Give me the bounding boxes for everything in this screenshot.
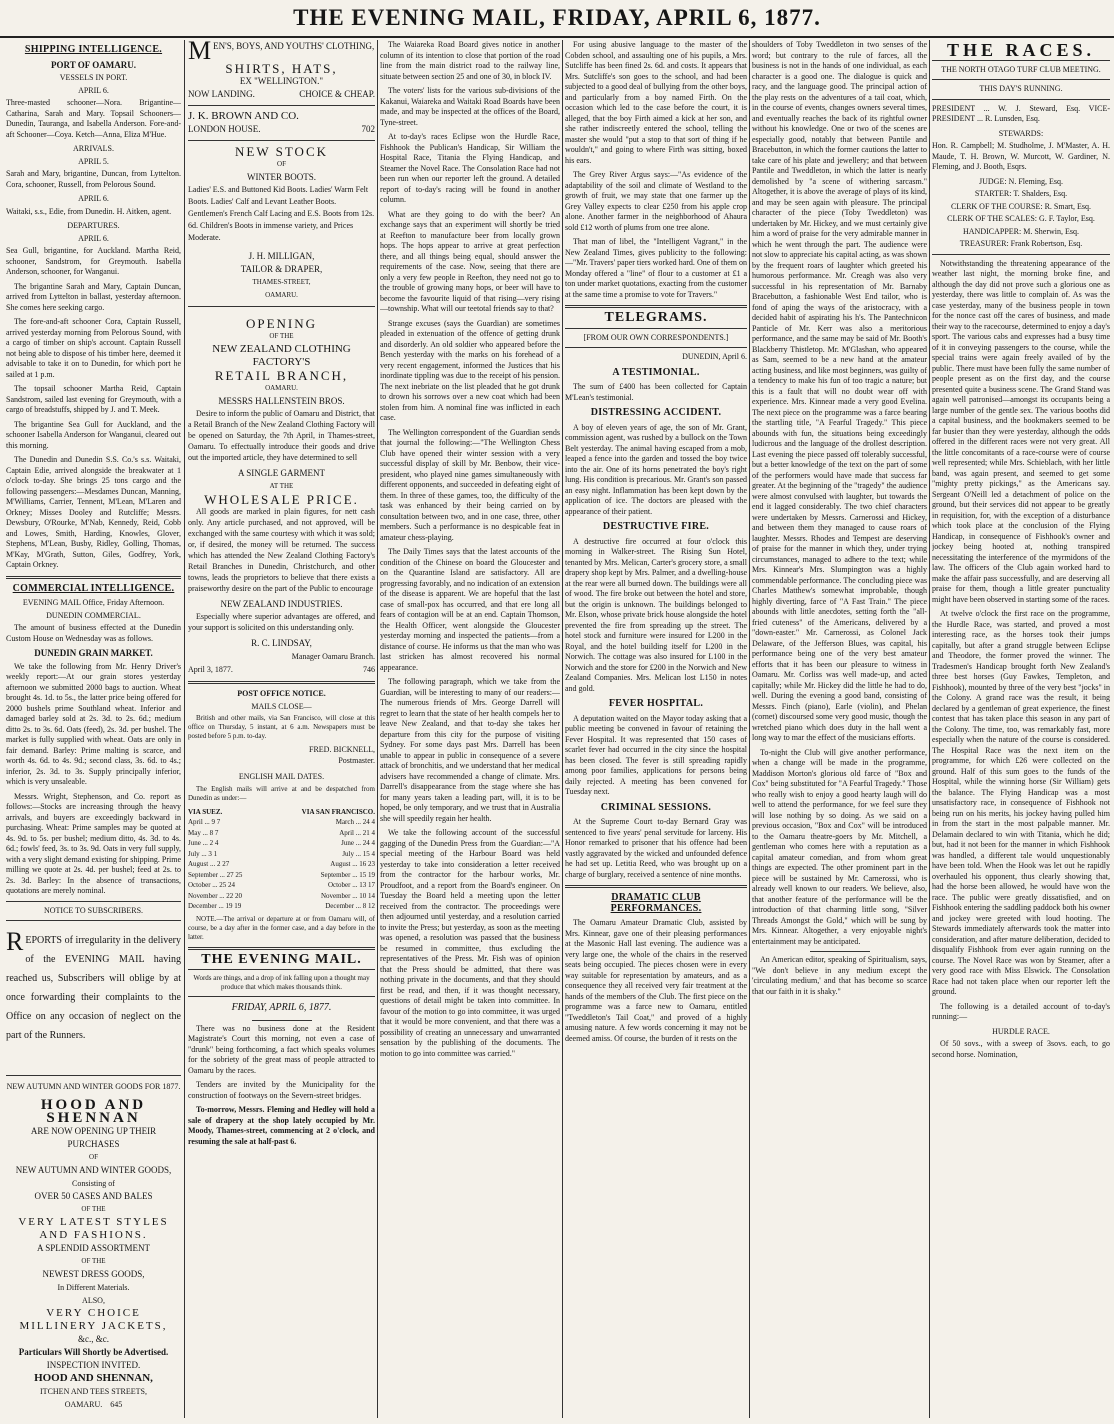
opening-line: MESSRS HALLENSTEIN BROS. bbox=[218, 396, 345, 406]
milligan-line: OAMARU. bbox=[265, 291, 298, 299]
divider bbox=[565, 347, 747, 348]
english-table-row bbox=[188, 901, 375, 912]
hood-line: A SPLENDID ASSORTMENT bbox=[37, 1243, 150, 1253]
editorial-paragraph: To-morrow, Messrs. Fleming and Hedley will hold a sale of drapery at the shop lately occupied by Mr. Moody, Thames-street, commencing at 2 o'clock, and resuming the sale at half-past 6. bbox=[188, 1105, 375, 1146]
english-table-cell: July ... 3 1 bbox=[188, 849, 218, 858]
hood-line: ALSO, bbox=[82, 1296, 105, 1305]
hood-shennan-advert bbox=[6, 1080, 181, 1411]
post-signature-title: Postmaster. bbox=[338, 755, 375, 765]
departures-heading: DEPARTURES. bbox=[67, 221, 120, 230]
news-paragraph: At the Supreme Court to-day Bernard Gray was sentenced to five years' penal servitude for larceny. His Honor remarked to prisoner that his offence had been vastly aggravated by the wicked and unfounded defence he had set up. Letitia Reed, who was brought up on a charge of burglary, received a sentence of nine months. bbox=[565, 817, 747, 879]
english-heading: ENGLISH MAIL DATES. bbox=[238, 772, 325, 781]
opening-line: OF THE bbox=[269, 332, 294, 340]
news-paragraph: The following paragraph, which we take from the Guardian, will be interesting to many of our readers:—The numerous friends of Mrs. George Darrell will regret to learn that the state of her health compels her to leave New Zealand, and that to-day she takes her departure from this city for the purpose of visiting Sydney. For some days past Mrs. Darrell has been unable to appear in public in consequence of a severe attack of bronchitis, and we understand that her medical advisers have recommended a change of climate. Mrs. Darrell's disappearance from the stage where she has for many years taken a leading part, will, it is to be hoped, be only temporary, and we trust that in Australia she will speedily regain her health. bbox=[380, 677, 560, 823]
stock-line: WINTER BOOTS. bbox=[247, 172, 316, 182]
english-table-cell: December ... 19 19 bbox=[188, 902, 242, 910]
hood-line: Consisting of bbox=[72, 1179, 115, 1188]
column-6 bbox=[932, 40, 1110, 1418]
mens-clothing-advert bbox=[188, 40, 375, 676]
races-handicapper: HANDICAPPER: M. Sherwin, Esq. bbox=[962, 226, 1079, 236]
column-3 bbox=[380, 40, 560, 1418]
english-table-cell: March ... 24 4 bbox=[335, 818, 375, 826]
news-paragraph: The voters' lists for the various sub-divisions of the Kakanui, Waiareka and Waitaki Road Boards have been made, and may be inspected at the offices of the Board, Tyne-street. bbox=[380, 86, 560, 127]
english-table-cell: July ... 15 4 bbox=[342, 849, 375, 858]
editorial-paragraph: There was no business done at the Resident Magistrate's Court this morning, not even a case of "drunk" being forthcoming, a fact which speaks volumes for the sobriety of the great mass of people attracted to Oamaru by the races. bbox=[188, 1023, 375, 1075]
post-signature: FRED. BICKNELL, bbox=[309, 745, 375, 754]
english-table-row bbox=[188, 817, 375, 828]
brown-row-2 bbox=[188, 123, 375, 136]
opening-paragraph: Desire to inform the public of Oamaru and District, that a Retail Branch of the New Zealand Clothing Factory will be opened on Saturday, the 7th April, in Thames-street, Oamaru. To effectually introduce their goods and drive out the imported article, they have determined to sell bbox=[188, 409, 375, 462]
english-table-cell: September ... 15 19 bbox=[320, 870, 375, 879]
mens-text: EN'S, BOYS, AND YOUTHS' CLOTHING, bbox=[213, 41, 375, 51]
hood-line: INSPECTION INVITED. bbox=[46, 1360, 141, 1370]
races-paragraph: At twelve o'clock the first race on the programme, the Hurdle Race, was started, and proved a most interesting race, as the horses took their jumps capitally, but after a grand struggle between Eclipse and Theodore, the former proved the winner. The Tradesmen's Handicap brought forth New Zealand's three best horses (Guy Fawkes, Templeton, and Fishhook), mounted by three of the very best "jocks" in the Colony. A grand race was the result, it being declared by a gentleman of great experience, the finest contest that has taken place this season in any part of the Colony. The time, too, was remarkably fast, more especially when the nature of the course is considered. The Hospital Race was the next item on the programme, for which £26 were collected on the ground. Half of this sum goes to the funds of the Hospital, while the winning horse (Sir William) gets the balance. The Flying Handicap was a most unsatisfactory race, in consequence of Fishhook not being run on his merits, his jockey having pulled him in from the start in the most palpable manner. Mr. Delamain declared to win with Titania, which he did; but, had it not been for the manner in which Fishhook was handled, a different tale would unquestionably have been told. When the Hook was let out he rapidly overhauled his opponent, thus clearly showing that, had the horse been allowed, he would have won the race. The public were greatly dissatisfied, and on Fishhook entering the saddling paddock both his owner and jockey were greeted with loud hooting. The Stewards immediately afterwards took the matter into consideration, and after mature deliberation, decided to disqualify Fishhook from ever again running on the course. The Novel Race was won by Steamer, after a very good race with Miss Elswick. The Consolation Race had not taken place when our reporter left the ground. bbox=[932, 609, 1110, 996]
hospital-heading: FEVER HOSPITAL. bbox=[608, 698, 704, 709]
evening-mail-date: FRIDAY, APRIL 6, 1877. bbox=[231, 1002, 332, 1013]
opening-line: OAMARU. bbox=[265, 384, 298, 392]
hood-line: VERY CHOICE MILLINERY JACKETS, bbox=[19, 1307, 168, 1332]
english-table-cell: November ... 22 20 bbox=[188, 891, 243, 900]
column-rule bbox=[184, 40, 185, 1418]
evening-mail-heading: THE EVENING MAIL. bbox=[201, 951, 362, 967]
opening-line: NEW ZEALAND INDUSTRIES. bbox=[220, 599, 343, 609]
hood-line: VERY LATEST STYLES AND FASHIONS. bbox=[18, 1216, 169, 1241]
hood-name: HOOD AND SHENNAN bbox=[40, 1097, 147, 1126]
english-sub: The English mails will arrive at and be despatched from Dunedin as under:— bbox=[188, 784, 375, 802]
news-paragraph: The Grey River Argus says:—"As evidence of the adaptability of the soil and climate of Westland to the growth of fruit, we may state that one farmer up the Grey Valley expects to clear £250 from his apple crop alone. Another farmer in the neighborhood of Ahaura sold £12 worth of plums from one tree alone. bbox=[565, 170, 747, 232]
arrivals-date: APRIL 5. bbox=[78, 156, 109, 166]
opening-date: April 3, 1877. bbox=[188, 665, 233, 674]
shipping-paragraph: The brigantine Sarah and Mary, Captain Duncan, arrived from Lyttelton in ballast, yesterday afternoon. She comes here seeking cargo. bbox=[6, 281, 181, 312]
news-paragraph: The Oamaru Amateur Dramatic Club, assisted by Mrs. Kinnear, gave one of their pleasing performances at the Masonic Hall last evening. The audience was a very large one, the whole of the chairs in the reserved seats being occupied. The pieces chosen were in every way suitable for representation by amateurs, and as a consequence they all received very fair treatment at the hands of the members of the Club. The first piece on the programme was a farce new to Oamaru, entitled "Tweddleton's Tail Coat," and proved of a highly amusing nature. A few words concerning it may not be deemed amiss. Of course, the burden of it rests on the bbox=[565, 918, 747, 1043]
arrivals-heading: ARRIVALS. bbox=[73, 144, 114, 153]
hood-town: OAMARU. bbox=[64, 1400, 103, 1409]
divider bbox=[188, 969, 375, 970]
divider bbox=[252, 1020, 312, 1021]
hood-line: In Different Materials. bbox=[57, 1283, 130, 1292]
news-paragraph: The Wellington correspondent of the Guardian sends that journal the following:—"The Wellington Chess Club have opened their winter session with a very successful display of skill by Mr. Benbow, their vice-president, who played nine games simultaneously with different opponents, and succeeded in defeating eight of them. In three of these games, too, the difficulty of the task was enhanced by their being carried on by consultation between two, and in one case, three, other members. Such a performance is no despicable feat in amateur chess-playing. bbox=[380, 427, 560, 542]
milligan-line: J. H. MILLIGAN, bbox=[248, 251, 315, 261]
races-sub: THE NORTH OTAGO TURF CLUB MEETING. bbox=[941, 64, 1101, 74]
column-1 bbox=[6, 40, 181, 1418]
testimonial-heading: A TESTIMONIAL. bbox=[612, 366, 700, 378]
column-rule bbox=[562, 40, 563, 1418]
races-officials: PRESIDENT ... W. J. Steward, Esq. VICE-PRESIDENT ... R. Lunsden, Esq. bbox=[932, 103, 1110, 123]
divider bbox=[6, 901, 181, 902]
notice-text bbox=[6, 927, 181, 1045]
stewards-list: Hon. R. Campbell; M. Studholme, J. M'Master, A. H. Maude, T. H. Brown, W. Murcott, W. Gardiner, N. Fleming, and J. Booth, Esqrs. bbox=[932, 141, 1110, 171]
divider bbox=[810, 951, 870, 952]
shipping-paragraph: The fore-and-aft schooner Cora, Captain Russell, arrived yesterday morning from Pelorous Sound, with a cargo of timber on ship's account. Captain Russell not being able to dispose of his timber here, deemed it advisable to take it on to Dunedin, for which port he sailed at 1 p.m. bbox=[6, 317, 181, 379]
arrivals-text-2: Waitaki, s.s., Edie, from Dunedin. H. Aitken, agent. bbox=[6, 206, 172, 216]
accident-heading: DISTRESSING ACCIDENT. bbox=[590, 407, 722, 418]
telegrams-sub: [FROM OUR OWN CORRESPONDENTS.] bbox=[583, 332, 729, 342]
english-table-cell: October ... 13 17 bbox=[327, 881, 375, 889]
masthead-title: THE EVENING MAIL, FRIDAY, APRIL 6, 1877. bbox=[293, 5, 821, 30]
english-table-cell: May ... 8 7 bbox=[188, 828, 219, 837]
milligan-line: TAILOR & DRAPER, bbox=[240, 264, 323, 274]
brown-house: LONDON HOUSE. bbox=[188, 124, 261, 134]
news-paragraph: The Daily Times says that the latest accounts of the condition of the Chinese on board the Gloucester and on the Quarantine Island are satisfactory. All are progressing favorably, and no indication of an extension of the disease is apparent. We are hopeful that the last case of small-pox has occurred, and that ere long all fears of contagion will be at an end. Captain Thomson, the Health Officer, went alongside the Gloucester yesterday morning and inspected the patients—from a distance of course. He informs us that the man who was last stricken has almost recovered his normal appearance. bbox=[380, 547, 560, 672]
news-paragraph: We take the following account of the successful gagging of the Dunedin Press from the Guardian:—"A special meeting of the Harbour Board was held yesterday to take into consideration a letter received from the contractor for the harbour works, Mr. Proudfoot, and a report from the Board's engineer. On Tuesday the Board held a meeting upon the letter received from the contractor. The proceedings were then adjourned until yesterday, and a resolution carried to invite the Press; but yesterday, as soon as the meeting was opened, a resolution was passed that the business be resumed in committee, thus excluding the representatives of the Press. Mr. Fish was of opinion that the Press should be admitted, that there was nothing private in the documents, and that they should first be read, and then, if it was thought necessary, questions of detail might be taken into committee. In favour of the motion to go into committee, it was urged that it would be more convenient, and that there was a possibility of creating an unnecessary and unwarranted sensation by the publishing of the documents. The motion to go into committee was carried." bbox=[380, 828, 560, 1058]
column-4 bbox=[565, 40, 747, 1418]
shipping-paragraph: The Dunedin and Dunedin S.S. Co.'s s.s. Waitaki, Captain Edie, arrived alongside the breakwater at 1 o'clock to-day. She brings 25 tons cargo and the following passengers:—Mesdames Duncan, Manning, M'Williams, Carrier, Tennent, M'Lean, M'Laren and Orkney; Misses Dooley and Rutcliffe; Messrs. Dewsbury, O'Rourke, M'Nab, Kennedy, Reid, Cobb and Lowes, Smith, Harding, Knowles, Glover, Stephens, M'Lean, Busby, Ridley, Golling, Thomas, M'Kay, M'Grath, Sutton, Giles, Godfrey, York, Captain Orkney. bbox=[6, 455, 181, 569]
divider bbox=[932, 254, 1110, 255]
english-table-cell: September ... 27 25 bbox=[188, 870, 243, 879]
divider bbox=[565, 305, 747, 308]
hood-line: NEW AUTUMN AND WINTER GOODS, bbox=[15, 1165, 172, 1175]
telegrams-date: DUNEDIN, April 6. bbox=[682, 352, 747, 361]
english-table-row bbox=[188, 828, 375, 839]
hood-line: &c., &c. bbox=[78, 1334, 109, 1344]
news-paragraph: A deputation waited on the Mayor today asking that a public meeting be convened in favour of retaining the Fever Hospital. It was represented that 150 cases of scarlet fever had occurred in the city since the hospital has been closed. The fever is still spreading rapidly among poor families, applications for persons being daily rejected. A meeting has been convened for Tuesday next. bbox=[565, 713, 747, 796]
brown-number: 702 bbox=[361, 124, 375, 134]
shipping-heading: SHIPPING INTELLIGENCE. bbox=[24, 44, 163, 55]
masthead bbox=[0, 0, 1114, 38]
divider bbox=[6, 1075, 181, 1076]
english-table-header bbox=[188, 807, 375, 818]
divider bbox=[188, 947, 375, 950]
hood-line: Particulars Will Shortly be Advertised. bbox=[18, 1347, 169, 1357]
english-table-row bbox=[188, 891, 375, 902]
mens-row bbox=[188, 88, 375, 101]
english-table-row bbox=[188, 859, 375, 870]
column-rule bbox=[749, 40, 750, 1418]
commercial-paragraph: The amount of business effected at the Dunedin Custom House on Wednesday was as follows. bbox=[6, 623, 181, 643]
divider bbox=[565, 885, 747, 888]
hood-line: NEWEST DRESS GOODS, bbox=[42, 1269, 145, 1279]
english-table-cell: November ... 10 14 bbox=[320, 891, 375, 900]
mens-line: CHOICE & CHEAP. bbox=[299, 89, 375, 99]
post-paragraph: British and other mails, via San Francisco, will close at this office on Thursday, 5 instant, at 6 a.m. Newspapers must be posted before 5 p.m. to-day. bbox=[188, 714, 375, 740]
races-treasurer: TREASURER: Frank Robertson, Esq. bbox=[959, 239, 1083, 248]
races-sub-2: THIS DAY'S RUNNING. bbox=[979, 84, 1063, 93]
english-note: NOTE.—The arrival or departure at or from Oamaru will, of course, be a day after in the former case, and a day before in the latter. bbox=[188, 914, 375, 941]
mens-line bbox=[188, 40, 375, 65]
opening-line: AT THE bbox=[269, 482, 294, 490]
english-table-cell: April ... 21 4 bbox=[339, 828, 375, 837]
english-table-cell: August ... 16 23 bbox=[330, 860, 375, 868]
editorial-paragraph: Tenders are invited by the Municipality for the construction of footways on the Severn-street bridges. bbox=[188, 1080, 375, 1100]
divider bbox=[188, 105, 375, 106]
english-col-header: VIA SAN FRANCISCO. bbox=[301, 807, 375, 816]
stewards-heading: STEWARDS: bbox=[998, 128, 1044, 138]
mens-line: NOW LANDING. bbox=[188, 89, 255, 99]
brown-row bbox=[188, 110, 375, 123]
column-rule bbox=[377, 40, 378, 1418]
races-starter: STARTER: T. Shalders, Esq. bbox=[974, 189, 1068, 198]
opening-line: WHOLESALE PRICE. bbox=[204, 492, 359, 507]
english-table-cell: December ... 8 12 bbox=[325, 902, 375, 910]
shipping-paragraph: The brigantine Sea Gull for Auckland, and the schooner Isabella Anderson for Wanganui, cleared out this morning. bbox=[6, 419, 181, 450]
post-sub: MAILS CLOSE— bbox=[251, 701, 312, 711]
races-clerk: CLERK OF THE COURSE: R. Smart, Esq. bbox=[950, 201, 1092, 211]
telegrams-heading: TELEGRAMS. bbox=[604, 310, 708, 325]
arrivals-date-2: APRIL 6. bbox=[78, 194, 109, 203]
hood-number: 645 bbox=[110, 1400, 123, 1409]
shipping-paragraph: The topsail schooner Martha Reid, Captain Sandstrom, sailed last evening for Greymouth, with a cargo of breadstuffs, shipped by J. and T. Meek. bbox=[6, 384, 181, 414]
divider bbox=[6, 576, 181, 579]
stock-line: OF bbox=[277, 160, 286, 168]
commercial-sub-2: DUNEDIN COMMERCIAL. bbox=[46, 610, 141, 620]
hood-line bbox=[6, 1398, 181, 1411]
fire-heading: DESTRUCTIVE FIRE. bbox=[602, 521, 710, 532]
news-paragraph: That man of libel, the "Intelligent Vagrant," in the New Zealand Times, gives publicity to the following:—"Mr. Travers' paper tiers worked hard. One of them on Monday offered a "line" of flour to a customer at £1 a ton under market quotations, exacting from the customer at the same time a promise to vote for Travers." bbox=[565, 237, 747, 299]
opening-line: RETAIL BRANCH, bbox=[214, 368, 349, 383]
grain-paragraph: Messrs. Wright, Stephenson, and Co. report as follows:—Stocks are increasing through the heavy arrivals, and buyers are exceedingly backward in purchasing. Wheat: Prime samples may be quoted at 4s. 9d. to 5s. per bushel; medium ditto, 4s. 3d. to 4s. 6d.; fowls' feed, 3s. to 3s. 9d. Oats in very full supply, with a very slight demand existing for shipping. Prime milling we quote at 2s. 4d. per bushel; feed at 2s. to 2s. 3d. Barley: In the absence of transactions, quotations are merely nominal. bbox=[6, 791, 181, 895]
brown-name: J. K. BROWN AND CO. bbox=[188, 110, 299, 122]
english-table-cell: August ... 2 27 bbox=[188, 860, 230, 868]
commercial-heading: COMMERCIAL INTELLIGENCE. bbox=[12, 582, 175, 594]
races-scales: CLERK OF THE SCALES: G. F. Taylor, Esq. bbox=[947, 214, 1095, 223]
commercial-sub: EVENING MAIL Office, Friday Afternoon. bbox=[22, 598, 165, 607]
grain-paragraph: We take the following from Mr. Henry Driver's weekly report:—At our grain stores yesterday afternoon we submitted 2000 bags to auction. Wheat brought 4s. 1d. to 5s., the latter price being offered for 2000 bushels prime Southland wheat. Inferior and damaged barley sold at 2s. 3d. to 2s. 6d.; medium ditto 2s. to 3s. 6d. Oats (feed), 2s. 3d. per bushel. The market is fully supplied with wheat. Oats are only in fair demand. Barley: Prime malting is scarce, and worth 4s. 6d. to 4s. 9d.; second class, 3s. 6d. to 4s.; inferior, 2s. 3d. to 3s. Supply principally inferior, which is very unsaleable. bbox=[6, 661, 181, 786]
news-paragraph: What are they going to do with the beer? An exchange says that an experiment will shortly be tried at Reefton to manufacture beer from locally grown hops. The hops appear to arrive at great perfection there, and all things being equal, should answer the requirements of the case. Now, seeing that there are only a very few people in Reefton, they need not go to the trouble of growing many hops, or beer will have to become the favourite liquid of that rising—very rising—township. What will our teetotal friends say to that? bbox=[380, 209, 560, 313]
hood-line: OVER 50 CASES AND BALES bbox=[34, 1191, 153, 1201]
opening-number: 746 bbox=[363, 665, 375, 674]
english-table-cell: April ... 9 7 bbox=[188, 818, 221, 826]
opening-paragraph: Especially where superior advantages are offered, and your support is solicited on this understanding only. bbox=[188, 612, 375, 632]
divider bbox=[932, 99, 1110, 100]
post-heading: POST OFFICE NOTICE. bbox=[237, 689, 326, 698]
vessels-heading: VESSELS IN PORT. bbox=[59, 73, 128, 82]
mens-line: EX "WELLINGTON." bbox=[239, 76, 324, 86]
evening-mail-motto: Words are things, and a drop of ink falling upon a thought may produce that which makes thousands think. bbox=[193, 974, 370, 991]
notice-heading: NOTICE TO SUBSCRIBERS. bbox=[43, 905, 144, 915]
opening-line: NEW ZEALAND CLOTHING FACTORY'S bbox=[212, 343, 351, 368]
english-table-cell: June ... 24 4 bbox=[341, 839, 375, 847]
news-paragraph: A boy of eleven years of age, the son of Mr. Grant, commission agent, was rushed by a bullock on the Town Belt yesterday. The animal having escaped from a mob, leaped a fence into the garden and tossed the boy twice into the air. One of its horns penetrated the boy's right lung. His condition is precarious. Mr. Grant's son passed an easy night. Inflammation has been kept down by the application of ice. The doctors are pleased with the appearance of their patient. bbox=[565, 422, 747, 516]
news-paragraph: The Waiareka Road Board gives notice in another column of its intention to close that portion of the road line from the main district road to the railway line, situate between section 25 and one of 30, in block IV. bbox=[380, 40, 560, 81]
column-2 bbox=[188, 40, 375, 1418]
news-paragraph: shoulders of Toby Tweddleton in two senses of the word; but contrary to the rule of farces, all the business is not in the hands of one individual, as each character is a good one. The dialogue is quick and racy, and the language good. The principal action of the play rests on the adventures of a tail coat, which, in the course of events, changes owners several times, and eventually reaches the back of its rightful owner without his knowledge. One or two of the scenes are especially good, notably that between Pantile and Bracebutton, in which the former cautions the latter to take care of his plate and jewellery; and that between Pantile and Tweddleton, in which the latter is nearly demolished by "a scene of withering sarcasm." Altogether, it is above the average of plays of its kind, and may be seen again with pleasure. The principal character of the piece (Toby Tweddleton) was undertaken by Mr. Hickey, and we must certainly give him a word of praise for the very admirable manner in which he went through the part. The audience were not slow to appreciate his capital acting, as was shown by the frequent roars of laughter which greeted his humorous performance. Mr. Creagh was also very successful in his representation of Mr. Barnaby Bracebutton, a fashionable West End tailor, who is fond of aping the ways of the aristocracy, with a decided habit of aspirating his h's. The Pantechnicon Panticle of Mr. Kerr was also a meritorious performance, and the same may be said of Mr. Booth's Blackberry Thistletop. Mr. M'Glashan, who appeared as Sam, seemed to be a new hand at the amateur acting business, and like most beginners, was guilty of a tendency to make his fun of too tragic a nature; but this is a fault that will no doubt wear off with experience. Mrs. Kinnear made a very good Evelina. The next piece on the programme was a farce bearing the startling title, "A Fearful Tragedy." This piece abounds with fun, the situations being exceedingly ludicrous and the language of the drollest description. Last evening the piece passed off tolerably successful, but a better knowledge of the text on the part of some of the performers would have made that success far greater. At the beginning of the "tragedy" the audience were almost convulsed with laughter, but towards the end it lagged considerably. The two chief characters were undertaken by Messrs. Carnerossi and Hickey, and between them they managed to cause roars of laughter. Messrs. Rhodes and Tempest are deserving of praise for the manner in which they, under trying circumstances, managed to adhere to the text; while Mrs. Kinnear's Mrs. Slumpington was a highly commendable performance. The concluding piece was Charles Matthew's somewhat improbable, though highly diverting, farce of "A Fast Train." The piece abounds with little anecdotes, setting forth the "all-fried cuteness" of the Americans, delivered by a "down-easter." Mr. Carnerossi, as Colonel Jack Delaware, of the Jefferson Blues, was capital, his performance being one of the very best amateur efforts that it has been our pleasure to witness in Oamaru. Mr. Corliss was well made-up, and acted capitally; while Mr. Hickey did the little he had to do, well. During the evening a good band, consisting of Messrs. Finch (piano), Earle (violin), and Phelan (cornet) discoursed some very good music, though the wretched piano which does duty in the hall went a long way to mar the effect of the musicians efforts. bbox=[752, 40, 927, 742]
divider bbox=[188, 306, 375, 307]
divider bbox=[6, 920, 181, 921]
opening-signature: R. C. LINDSAY, bbox=[251, 638, 312, 648]
mens-line: SHIRTS, HATS, bbox=[225, 61, 338, 76]
english-table-row bbox=[188, 880, 375, 891]
stock-items: Ladies' E.S. and Buttoned Kid Boots. Ladies' Warm Felt Boots. Ladies' Calf and Levant Leather Boots. Gentlemen's French Calf Lacing and E.S. Boots from 12s. 6d. Children's Boots in immense variety, and Prices Moderate. bbox=[188, 185, 375, 242]
milligan-line: THAMES-STREET, bbox=[252, 278, 311, 286]
opening-line: OPENING bbox=[245, 316, 318, 331]
column-5 bbox=[752, 40, 927, 1418]
hurdle-heading: HURDLE RACE. bbox=[992, 1026, 1050, 1036]
divider bbox=[932, 79, 1110, 80]
dramatic-heading: DRAMATIC CLUB PERFORMANCES. bbox=[610, 892, 702, 914]
news-paragraph: For using abusive language to the master of the Cobden school, and assaulting one of his pupils, a Mrs. Sutcliffe has been fined 2s. 6d. and costs. It appears that Mrs. Sutcliffe's son goes to the school, and had been subjected to a good deal of bullying from the other boys, and particularly from a boy named Firth. On the occasion which led to the case before the court, it is alleged, that the boy Firth aimed a kick at her son, and she rather indiscreetly entered the school, telling the master she would "put a stop to that sort of thing if he wouldn't," and going to where Firth was sitting, boxed his ears. bbox=[565, 40, 747, 165]
news-paragraph: At to-day's races Eclipse won the Hurdle Race, Fishhook the Publican's Handicap, Sir William the Hospital Race, Titania the Flying Handicap, and Steamer the Novel Race. The Consolation Race had not been run when our reporter left the ground. A detailed report of to-day's racing will be found in another column. bbox=[380, 132, 560, 204]
english-table-row bbox=[188, 849, 375, 860]
english-table-cell: October ... 25 24 bbox=[188, 881, 236, 889]
hood-line: OF THE bbox=[81, 1257, 106, 1265]
news-paragraph: The sum of £400 has been collected for Captain M'Lean's testimonial. bbox=[565, 382, 747, 402]
criminal-heading: CRIMINAL SESSIONS. bbox=[600, 801, 712, 813]
races-judge: JUDGE: N. Fleming, Esq. bbox=[979, 176, 1063, 186]
mens-dropcap: M bbox=[188, 40, 212, 65]
hood-line: ARE NOW OPENING UP THEIR PURCHASES bbox=[30, 1126, 157, 1149]
races-paragraph: Of 50 sovs., with a sweep of 3sovs. each, to go second horse. Nomination, bbox=[932, 1039, 1110, 1059]
opening-line: A SINGLE GARMENT bbox=[238, 468, 325, 478]
english-col-header: VIA SUEZ. bbox=[188, 807, 223, 816]
opening-date-row bbox=[188, 663, 375, 676]
news-paragraph: Strange excuses (says the Guardian) are sometimes pleaded in extenuation of the offence of getting drunk and disorderly. An old soldier who appeared before the Bench yesterday with the marks on his forehead of a very recent engagement, informed the Justices that his inordinate tippling was due to the receipt of his pension. The next inebriate on the list pleaded that he got drunk to drown his sorrows over a new coat which had been stolen from him. A nominal fine was inflicted in each case. bbox=[380, 318, 560, 422]
hood-line: HOOD AND SHENNAN, bbox=[34, 1372, 153, 1384]
column-rule bbox=[929, 40, 930, 1418]
arrivals-text: Sarah and Mary, brigantine, Duncan, from Lyttelton. Cora, schooner, Russell, from Pelorous Sound. bbox=[6, 169, 181, 189]
divider bbox=[188, 140, 375, 141]
english-table bbox=[188, 817, 375, 912]
divider bbox=[188, 681, 375, 684]
vessels-date: APRIL 6. bbox=[78, 85, 109, 95]
divider bbox=[188, 996, 375, 997]
port-heading: PORT OF OAMARU. bbox=[51, 59, 136, 70]
notice-body: EPORTS of irregularity in the delivery of the EVENING MAIL having reached us, Subscribers will oblige by at once forwarding their complaints to the Office on any occasion of neglect on the part of the Runners. bbox=[6, 935, 181, 1041]
news-paragraph: An American editor, speaking of Spiritualism, says, "We don't believe in any medium except the 'circulating medium,' and that has become so scarce that our faith in it is shaky." bbox=[752, 955, 927, 996]
grain-heading: DUNEDIN GRAIN MARKET. bbox=[34, 648, 153, 658]
opening-signature-title: Manager Oamaru Branch. bbox=[291, 652, 375, 661]
stock-line: NEW STOCK bbox=[235, 144, 328, 159]
races-paragraph: Notwithstanding the threatening appearance of the weather last night, the morning broke fine, and although the day did not prove such a glorious one as yesterday, there was little to complain of. As was the case yesterday, many of the business people in town for the nonce cast off the cares of business, and made their way to the racecourse, determined to enjoy a day's sport. The various cabs and expresses had a busy time of it in conveying passengers to the course, while the special trains were again freely availed of by the public. There must have been fully the same number of people present as on the first day, and the course presented quite a business scene. The Grand Stand was again well patronised—amongst its occupants being a large number of the gentle sex. The various booths did a capital business, and the bookmakers seemed to be far busier than they were yesterday, although the odds offered in the different races were not very great. All the little concomitants of a race-course were of course well represented; while Mrs. Schieblach, with her little band, was again present, and seemed to get some "mighty pretty pickings," as the Americans say. Sergeant O'Neill led a detachment of police on the ground, but their services did not appear to be greatly in requisition, for, with the exception of a disturbance which took place at the conclusion of the Flying Handicap, in consequence of Fishhook's owner and jockey being hooted at, nothing transpired necessitating the interference of the myrmidons of the law. The officers of the Club again worked hard to make the affair pass successfully, and are deserving all praise for them, though a little greater punctuality might have been observed in starting some of the races. bbox=[932, 258, 1110, 604]
hood-line: ITCHEN AND TEES STREETS, bbox=[40, 1387, 147, 1396]
races-paragraph: The following is a detailed account of to-day's running:— bbox=[932, 1001, 1110, 1021]
departures-text: Sea Gull, brigantine, for Auckland. Martha Reid, schooner, Sandstrom, for Greymouth. Isabella Anderson, schooner, for Wanganui. bbox=[6, 246, 181, 276]
opening-paragraph: All goods are marked in plain figures, for nett cash only. Any article purchased, and not approved, will be exchanged with the same courtesy with which it was sold; or, if desired, the money will be returned. The success which has attended the New Zealand Clothing Factory's Retail Branches in Dunedin, Christchurch, and other towns, leads the proprietors to believe that there exists a praiseworthy desire on the part of the Public to encourage bbox=[188, 507, 375, 593]
hood-line: OF THE bbox=[81, 1205, 106, 1213]
hood-line: OF bbox=[89, 1153, 98, 1161]
english-table-cell: June ... 2 4 bbox=[188, 839, 219, 847]
news-paragraph: To-night the Club will give another performance, when a change will be made in the programme, Maddison Morton's glorious old farce of "Box and Cox" being substituted for "A Fearful Tragedy." Those who really wish to enjoy a good hearty laugh will do well to attend the performance, for we feel sure they will lose nothing by so doing. As we said on a previous occasion, "Box and Cox" will be introduced to the Oamaru theatre-goers by Mr. Mitchell, a gentleman who comes here with a reputation as a capital amateur comedian, and from whom great things are expected. The other prominent part in the piece will be sustained by Mr. Carnerossi, who is already well known to our readers. We believe, also, that another feature of the performance will be the introduction of that charming little song, "Silver Threads Amongst the Gold," which will be sung by Mrs. Kinnear. Altogether, a very enjoyable night's entertainment may be anticipated. bbox=[752, 747, 927, 946]
english-table-row bbox=[188, 838, 375, 849]
hood-heading: NEW AUTUMN AND WINTER GOODS FOR 1877. bbox=[6, 1082, 181, 1091]
english-table-row bbox=[188, 870, 375, 881]
notice-dropcap: R bbox=[6, 927, 24, 956]
departures-date: APRIL 6. bbox=[78, 233, 109, 243]
races-heading: THE RACES. bbox=[946, 40, 1096, 60]
vessels-text: Three-masted schooner—Nora. Brigantine—Catharina, Sarah and Mary. Topsail Schooners—Dunedin, Tauranga, and Isabella Anderson. Fore-and-aft Schooner—Coya. Ketch—Anna, Eliza M'Hue. bbox=[6, 98, 181, 139]
news-paragraph: A destructive fire occurred at four o'clock this morning in Walker-street. The Rising Sun Hotel, tenanted by Mrs. Melican, Carter's grocery store, a small drapery shop kept by Mrs. Palmer, and a dwelling-house at the rear were all burned down. The buildings were all of wood. The fire broke out between the hotel and store, but the origin is unknown. The buildings belonged to Mr. Elson, whose private brick house alongside the hotel prevented the fire from spreading up the street. The hotel stock and furniture were insured for L200 in the Royal, and the hotel building itself for L200 in the Norwich. The cottage was also insured for L100 in the Norwich and the store for £200 in the Norwich and New Zealand Companies. Mrs. Melican lost L150 in notes and gold. bbox=[565, 536, 747, 693]
divider bbox=[565, 328, 747, 329]
